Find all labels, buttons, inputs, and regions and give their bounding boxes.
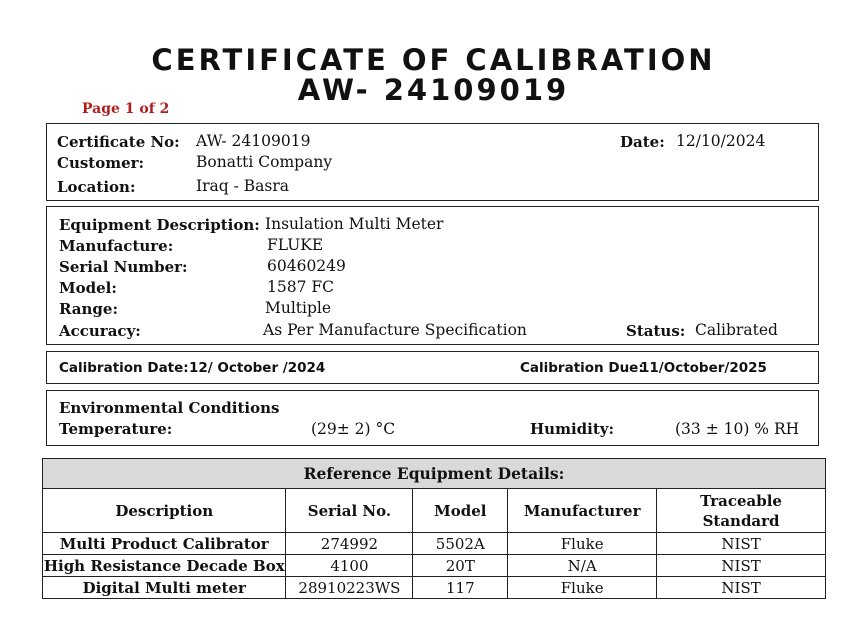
temperature-label: Temperature: <box>59 420 173 438</box>
location-label: Location: <box>57 178 136 196</box>
cell-manufacturer: N/A <box>508 555 657 577</box>
temperature-value: (29± 2) °C <box>311 420 396 438</box>
customer-value: Bonatti Company <box>196 153 333 171</box>
cert-no-value: AW- 24109019 <box>196 132 311 150</box>
model-value: 1587 FC <box>267 278 334 296</box>
cell-serial: 4100 <box>286 555 413 577</box>
table-row <box>43 533 826 555</box>
accuracy-value: As Per Manufacture Specification <box>263 321 527 339</box>
humidity-value: (33 ± 10) % RH <box>675 420 800 438</box>
humidity-label: Humidity: <box>530 420 615 438</box>
page-indicator: Page 1 of 2 <box>82 101 170 117</box>
calibration-date-label: Calibration Date: <box>59 360 189 376</box>
date-value: 12/10/2024 <box>676 132 766 150</box>
calibration-due-value: 11/October/2025 <box>640 360 767 376</box>
calibration-dates-box <box>46 351 819 384</box>
calibration-date-value: 12/ October /2024 <box>189 360 326 376</box>
date-label: Date: <box>620 133 665 151</box>
calibration-due-label: Calibration Due: <box>520 360 644 376</box>
cell-serial: 274992 <box>286 533 413 555</box>
status-value: Calibrated <box>695 321 778 339</box>
equipment-description-value: Insulation Multi Meter <box>265 215 444 233</box>
cell-description: Multi Product Calibrator <box>43 533 286 555</box>
table-row <box>43 577 826 599</box>
range-label: Range: <box>59 300 119 318</box>
cell-manufacturer: Fluke <box>508 577 657 599</box>
model-label: Model: <box>59 279 117 297</box>
column-header-traceable-standard: Traceable Standard <box>657 489 826 533</box>
reference-equipment-table <box>42 458 826 599</box>
accuracy-label: Accuracy: <box>59 322 141 340</box>
cell-description: High Resistance Decade Box <box>43 556 285 575</box>
column-header-model: Model <box>413 489 508 533</box>
equipment-description-label: Equipment Description: <box>59 216 260 234</box>
range-value: Multiple <box>265 299 332 317</box>
cert-no-label: Certificate No: <box>57 133 180 151</box>
serial-number-value: 60460249 <box>267 257 346 275</box>
cell-standard: NIST <box>657 577 826 599</box>
manufacture-value: FLUKE <box>267 236 324 254</box>
manufacture-label: Manufacture: <box>59 237 174 255</box>
cell-model: 20T <box>413 555 508 577</box>
cell-standard: NIST <box>657 533 826 555</box>
cell-standard: NIST <box>657 555 826 577</box>
environmental-conditions-box <box>46 390 819 446</box>
location-value: Iraq - Basra <box>196 177 290 195</box>
status-label: Status: <box>626 322 686 340</box>
certificate-title: CERTIFICATE OF CALIBRATION <box>151 43 716 77</box>
column-header-serial: Serial No. <box>286 489 413 533</box>
cell-serial: 28910223WS <box>286 577 413 599</box>
cell-model: 117 <box>413 577 508 599</box>
cell-manufacturer: Fluke <box>508 533 657 555</box>
certificate-number-title: AW- 24109019 <box>297 73 570 107</box>
environment-heading: Environmental Conditions <box>59 399 280 417</box>
table-row <box>43 555 826 577</box>
serial-number-label: Serial Number: <box>59 258 188 276</box>
certificate-info-box <box>46 123 819 201</box>
customer-label: Customer: <box>57 154 145 172</box>
reference-table-heading: Reference Equipment Details: <box>43 459 826 489</box>
column-header-manufacturer: Manufacturer <box>508 489 657 533</box>
cell-model: 5502A <box>413 533 508 555</box>
equipment-box <box>46 206 819 345</box>
cell-description: Digital Multi meter <box>43 577 286 599</box>
column-header-description: Description <box>43 489 286 533</box>
